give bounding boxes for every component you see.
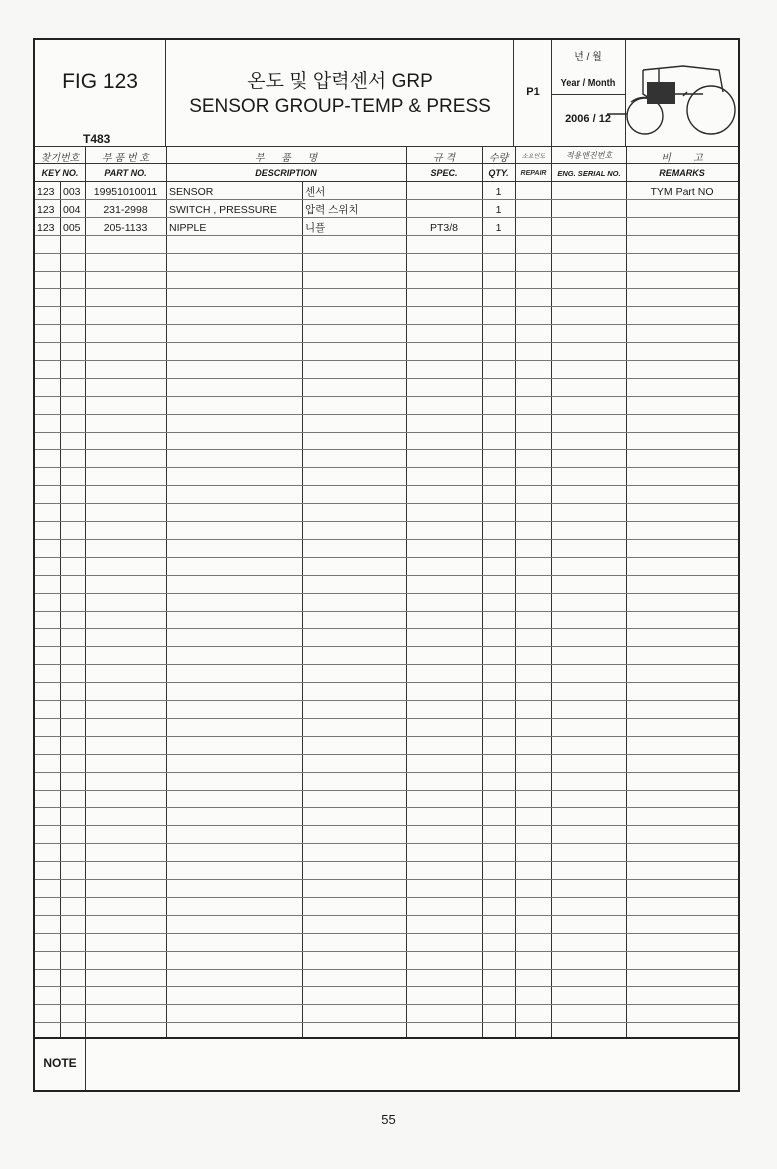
row-3-qty: 1 — [495, 222, 502, 234]
column-line — [406, 146, 407, 1037]
row-line — [35, 485, 738, 486]
column-line — [60, 181, 61, 1037]
row-2-desc-en: SWITCH , PRESSURE — [169, 204, 277, 216]
row-line — [35, 288, 738, 289]
row-line — [35, 378, 738, 379]
desc-header-en: DESCRIPTION — [255, 168, 317, 178]
serial-header-ko: 적용엔진번호 — [565, 151, 613, 160]
row-line — [35, 432, 738, 433]
repair-header-ko: 소요인도 — [521, 154, 546, 160]
row-line — [35, 414, 738, 415]
row-line — [35, 772, 738, 773]
header-vline — [513, 40, 514, 146]
remarks-header-ko: 비 고 — [661, 153, 703, 164]
row-line — [35, 682, 738, 683]
page-code: P1 — [526, 86, 540, 98]
spec-header-en: SPEC. — [430, 168, 458, 178]
row-line — [35, 611, 738, 612]
row-line — [35, 790, 738, 791]
row-line — [35, 306, 738, 307]
row-line — [35, 915, 738, 916]
year-month-label-ko: 년 / 월 — [574, 52, 602, 63]
row-line — [35, 575, 738, 576]
row-line — [35, 807, 738, 808]
row-line — [35, 646, 738, 647]
page-number: 55 — [381, 1112, 396, 1127]
note-label: NOTE — [43, 1056, 77, 1070]
row-2-qty: 1 — [495, 204, 502, 216]
row-line — [35, 736, 738, 737]
column-line — [302, 181, 303, 1037]
row-3-desc-en: NIPPLE — [169, 222, 207, 234]
title-korean: 온도 및 압력센서 GRP — [247, 71, 433, 92]
row-1-desc-ko: 센서 — [305, 186, 326, 198]
row-1-qty: 1 — [495, 186, 502, 198]
row-line — [35, 521, 738, 522]
row-line — [35, 217, 738, 218]
tractor-icon — [603, 52, 739, 138]
row-3-key: 005 — [63, 222, 81, 234]
row-2-part-no: 231-2998 — [103, 204, 148, 216]
desc-header-ko: 부 품 명 — [254, 153, 318, 164]
row-line — [35, 449, 738, 450]
row-line — [35, 342, 738, 343]
row-1-part-no: 19951010011 — [93, 186, 158, 198]
qty-header-ko: 수량 — [488, 153, 509, 164]
row-line — [35, 467, 738, 468]
row-line — [35, 253, 738, 254]
fig-label: FIG 123 — [62, 70, 138, 93]
repair-header-en: REPAIR — [520, 170, 547, 177]
row-line — [35, 879, 738, 880]
row-line — [35, 933, 738, 934]
column-header-bottom — [35, 181, 738, 182]
row-3-part-no: 205-1133 — [103, 222, 148, 234]
year-month-value: 2006 / 12 — [565, 113, 611, 125]
row-line — [35, 969, 738, 970]
row-line — [35, 986, 738, 987]
row-line — [35, 593, 738, 594]
row-3-fig: 123 — [37, 222, 55, 234]
row-line — [35, 628, 738, 629]
row-1-key: 003 — [63, 186, 81, 198]
serial-header-en: ENG. SERIAL NO. — [557, 169, 621, 178]
row-line — [35, 271, 738, 272]
row-line — [35, 861, 738, 862]
key-header-ko: 찾기번호 — [40, 153, 80, 164]
row-line — [35, 235, 738, 236]
column-line — [551, 146, 552, 1037]
row-1-remarks: TYM Part NO — [650, 186, 714, 198]
note-vline — [85, 1037, 86, 1090]
header-vline — [165, 40, 166, 146]
row-line — [35, 539, 738, 540]
header-divider — [35, 146, 738, 147]
row-line — [35, 396, 738, 397]
note-divider — [35, 1037, 738, 1039]
row-line — [35, 360, 738, 361]
year-month-label-en: Year / Month — [560, 78, 616, 89]
row-line — [35, 718, 738, 719]
row-line — [35, 843, 738, 844]
row-line — [35, 199, 738, 200]
row-line — [35, 1004, 738, 1005]
model-code: T483 — [83, 132, 111, 146]
row-line — [35, 897, 738, 898]
row-1-fig: 123 — [37, 186, 55, 198]
spec-header-ko: 규 격 — [432, 153, 456, 164]
row-line — [35, 557, 738, 558]
row-line — [35, 664, 738, 665]
parts-sheet — [33, 38, 740, 1092]
row-line — [35, 700, 738, 701]
row-3-desc-ko: 니플 — [305, 222, 326, 234]
part-header-en: PART NO. — [104, 168, 147, 178]
row-line — [35, 324, 738, 325]
qty-header-en: QTY. — [488, 168, 509, 178]
row-line — [35, 951, 738, 952]
row-2-fig: 123 — [37, 204, 55, 216]
row-line — [35, 503, 738, 504]
row-line — [35, 1022, 738, 1023]
row-3-spec: PT3/8 — [429, 222, 458, 234]
part-header-ko: 부 품 번 호 — [102, 153, 149, 164]
row-line — [35, 754, 738, 755]
row-1-desc-en: SENSOR — [169, 186, 214, 198]
key-header-en: KEY NO. — [41, 168, 79, 178]
column-line — [166, 146, 167, 1037]
title-english: SENSOR GROUP-TEMP & PRESS — [189, 96, 491, 117]
row-2-key: 004 — [63, 204, 81, 216]
row-line — [35, 825, 738, 826]
column-line — [482, 146, 483, 1037]
column-line — [515, 146, 516, 1037]
row-2-desc-ko: 압력 스위치 — [305, 204, 359, 216]
column-line — [626, 146, 627, 1037]
remarks-header-en: REMARKS — [659, 168, 705, 178]
column-line — [85, 146, 86, 1037]
